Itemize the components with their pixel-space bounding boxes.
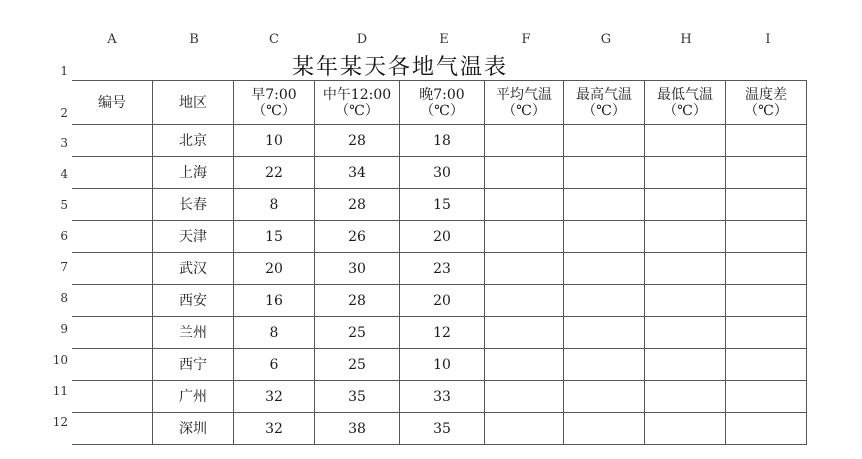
cell-noon[interactable]: 35 [315,381,400,413]
cell-morning[interactable]: 32 [234,413,315,445]
cell-min[interactable] [645,221,726,253]
table-row [72,285,807,317]
column-header-b[interactable]: B [189,32,199,47]
cell-average[interactable] [485,349,564,381]
row-header-9[interactable]: 9 [60,322,68,336]
cell-morning[interactable]: 20 [234,253,315,285]
cell-average[interactable] [485,189,564,221]
cell-morning[interactable]: 22 [234,157,315,189]
cell-region[interactable]: 西安 [153,285,234,317]
header-cell-morning[interactable]: 早7:00 （℃） [234,81,315,125]
cell-average[interactable] [485,317,564,349]
cell-range[interactable] [726,285,807,317]
column-header-h[interactable]: H [680,32,692,47]
cell-noon[interactable]: 30 [315,253,400,285]
cell-id[interactable] [72,125,153,157]
cell-evening[interactable]: 18 [400,125,485,157]
cell-min[interactable] [645,413,726,445]
cell-evening[interactable]: 12 [400,317,485,349]
row-header-7[interactable]: 7 [60,260,68,274]
cell-max[interactable] [564,349,645,381]
cell-evening[interactable]: 15 [400,189,485,221]
row-header-2[interactable]: 2 [60,106,68,120]
cell-min[interactable] [645,285,726,317]
cell-min[interactable] [645,317,726,349]
table-row [72,381,807,413]
cell-region[interactable]: 天津 [153,221,234,253]
cell-noon[interactable]: 28 [315,125,400,157]
cell-region[interactable]: 深圳 [153,413,234,445]
cell-max[interactable] [564,221,645,253]
row-header-8[interactable]: 8 [60,291,68,305]
cell-max[interactable] [564,413,645,445]
header-cell-min[interactable]: 最低气温 （℃） [645,81,726,125]
row-header-1[interactable]: 1 [60,64,68,78]
row-header-4[interactable]: 4 [60,167,68,181]
cell-evening[interactable]: 23 [400,253,485,285]
cell-region[interactable]: 长春 [153,189,234,221]
column-header-f[interactable]: F [521,32,531,47]
cell-min[interactable] [645,349,726,381]
cell-min[interactable] [645,189,726,221]
table-row [72,253,807,285]
column-header-d[interactable]: D [356,32,368,47]
cell-average[interactable] [485,413,564,445]
cell-range[interactable] [726,317,807,349]
cell-range[interactable] [726,221,807,253]
cell-range[interactable] [726,189,807,221]
cell-noon[interactable]: 25 [315,317,400,349]
cell-noon[interactable]: 28 [315,189,400,221]
header-cell-region[interactable]: 地区 [153,81,234,125]
cell-morning[interactable]: 10 [234,125,315,157]
cell-range[interactable] [726,349,807,381]
row-header-3[interactable]: 3 [60,136,68,150]
cell-evening[interactable]: 20 [400,221,485,253]
cell-morning[interactable]: 8 [234,189,315,221]
cell-range[interactable] [726,157,807,189]
header-cell-evening[interactable]: 晚7:00 （℃） [400,81,485,125]
temperature-table [72,80,807,445]
cell-min[interactable] [645,125,726,157]
cell-id[interactable] [72,221,153,253]
cell-noon[interactable]: 26 [315,221,400,253]
cell-id[interactable] [72,157,153,189]
table-title[interactable]: 某年某天各地气温表 [291,55,508,80]
cell-morning[interactable]: 16 [234,285,315,317]
cell-id[interactable] [72,189,153,221]
cell-morning[interactable]: 8 [234,317,315,349]
cell-evening[interactable]: 33 [400,381,485,413]
cell-id[interactable] [72,349,153,381]
cell-region[interactable]: 广州 [153,381,234,413]
cell-evening[interactable]: 35 [400,413,485,445]
cell-average[interactable] [485,381,564,413]
cell-average[interactable] [485,157,564,189]
cell-average[interactable] [485,285,564,317]
row-header-5[interactable]: 5 [60,198,68,212]
cell-id[interactable] [72,253,153,285]
cell-region[interactable]: 西宁 [153,349,234,381]
cell-evening[interactable]: 30 [400,157,485,189]
column-header-a[interactable]: A [107,32,117,47]
cell-max[interactable] [564,125,645,157]
cell-region[interactable]: 北京 [153,125,234,157]
table-row [72,189,807,221]
column-header-c[interactable]: C [269,32,279,47]
header-cell-max[interactable]: 最高气温 （℃） [564,81,645,125]
table-row [72,349,807,381]
table-row [72,413,807,445]
cell-range[interactable] [726,253,807,285]
header-cell-average[interactable]: 平均气温 （℃） [485,81,564,125]
row-header-6[interactable]: 6 [60,229,68,243]
cell-max[interactable] [564,285,645,317]
cell-noon[interactable]: 34 [315,157,400,189]
cell-id[interactable] [72,413,153,445]
header-cell-range[interactable]: 温度差 （℃） [726,81,807,125]
cell-noon[interactable]: 38 [315,413,400,445]
cell-min[interactable] [645,381,726,413]
cell-min[interactable] [645,253,726,285]
cell-range[interactable] [726,381,807,413]
cell-morning[interactable]: 15 [234,221,315,253]
cell-max[interactable] [564,253,645,285]
header-cell-noon[interactable]: 中午12:00 （℃） [315,81,400,125]
cell-id[interactable] [72,317,153,349]
column-header-g[interactable]: G [600,32,612,47]
cell-range[interactable] [726,125,807,157]
header-row [72,81,807,125]
cell-id[interactable] [72,381,153,413]
cell-range[interactable] [726,413,807,445]
cell-morning[interactable]: 6 [234,349,315,381]
header-cell-id[interactable]: 编号 [72,81,153,125]
cell-min[interactable] [645,157,726,189]
table-row [72,157,807,189]
cell-max[interactable] [564,189,645,221]
table-row [72,221,807,253]
cell-evening[interactable]: 20 [400,285,485,317]
row-header-10[interactable]: 10 [52,353,68,367]
row-header-12[interactable]: 12 [52,415,68,429]
cell-noon[interactable]: 28 [315,285,400,317]
column-header-e[interactable]: E [439,32,449,47]
cell-average[interactable] [485,253,564,285]
cell-max[interactable] [564,317,645,349]
cell-id[interactable] [72,285,153,317]
row-header-11[interactable]: 11 [52,384,68,398]
cell-region[interactable]: 武汉 [153,253,234,285]
cell-average[interactable] [485,221,564,253]
cell-average[interactable] [485,125,564,157]
column-header-i[interactable]: I [765,32,771,47]
cell-noon[interactable]: 25 [315,349,400,381]
cell-evening[interactable]: 10 [400,349,485,381]
table-row [72,125,807,157]
cell-max[interactable] [564,157,645,189]
cell-region[interactable]: 上海 [153,157,234,189]
cell-max[interactable] [564,381,645,413]
table-row [72,317,807,349]
cell-region[interactable]: 兰州 [153,317,234,349]
cell-morning[interactable]: 32 [234,381,315,413]
